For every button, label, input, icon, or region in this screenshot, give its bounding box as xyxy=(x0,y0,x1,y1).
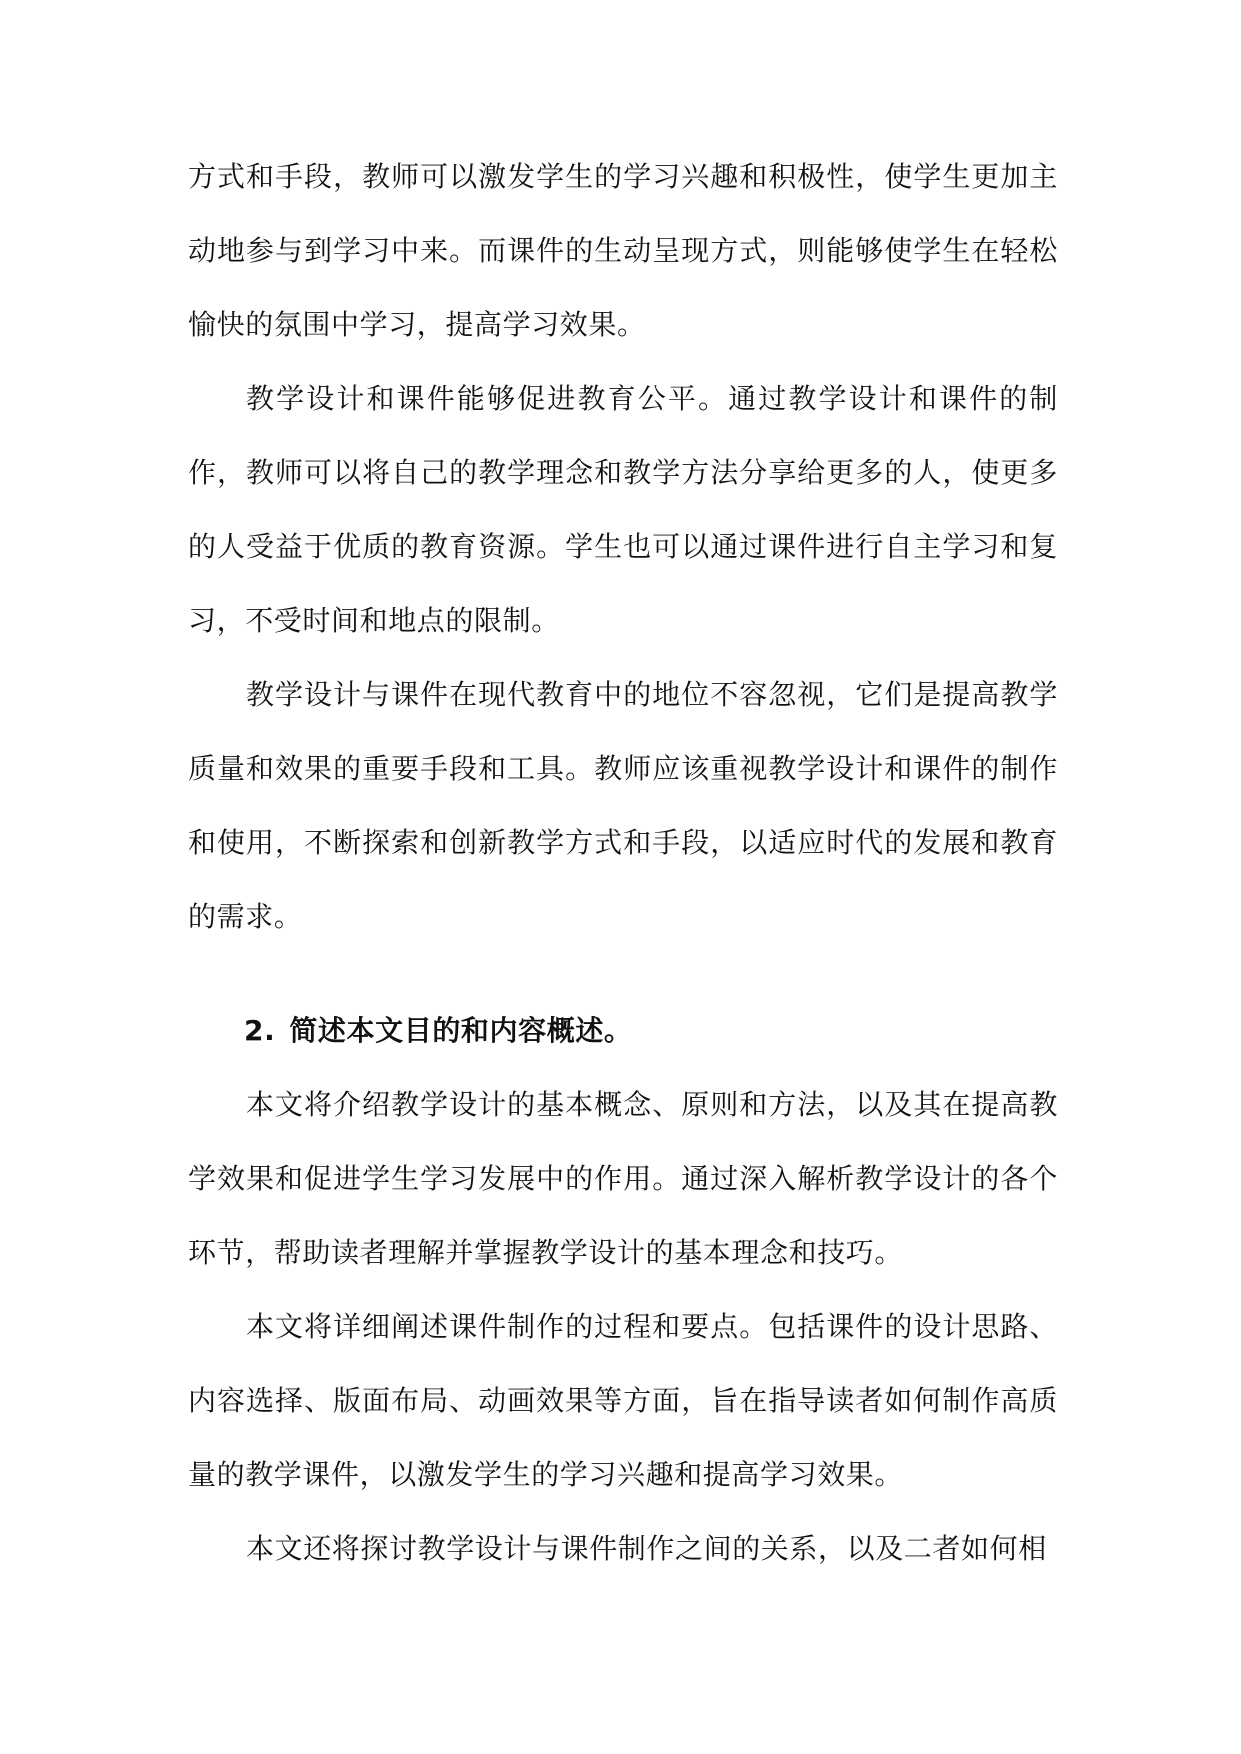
paragraph-education-equity: 教学设计和课件能够促进教育公平。通过教学设计和课件的制作，教师可以将自己的教学理念和教学方法分享给更多的人，使更多的人受益于优质的教育资源。学生也可以通过课件进行自主学习和复习，不受时间和地点的限制。 xyxy=(188,382,1058,637)
paragraph-purpose-courseware: 本文将详细阐述课件制作的过程和要点。包括课件的设计思路、内容选择、版面布局、动画效果等方面，旨在指导读者如何制作高质量的教学课件，以激发学生的学习兴趣和提高学习效果。 xyxy=(188,1310,1058,1491)
paragraph-continuation: 方式和手段，教师可以激发学生的学习兴趣和积极性，使学生更加主动地参与到学习中来。而课件的生动呈现方式，则能够使学生在轻松愉快的氛围中学习，提高学习效果。 xyxy=(188,160,1058,341)
section-heading xyxy=(188,994,1058,1068)
paragraph-importance: 教学设计与课件在现代教育中的地位不容忽视，它们是提高教学质量和效果的重要手段和工具。教师应该重视教学设计和课件的制作和使用，不断探索和创新教学方式和手段，以适应时代的发展和教育的需求。 xyxy=(188,678,1058,933)
section-title: 简述本文目的和内容概述。 xyxy=(289,1014,633,1047)
paragraph-purpose-design: 本文将介绍教学设计的基本概念、原则和方法，以及其在提高教学效果和促进学生学习发展中的作用。通过深入解析教学设计的各个环节，帮助读者理解并掌握教学设计的基本理念和技巧。 xyxy=(188,1088,1058,1269)
paragraph-purpose-relationship: 本文还将探讨教学设计与课件制作之间的关系，以及二者如何相 xyxy=(246,1532,1047,1565)
document-body xyxy=(188,140,1058,1586)
section-number: 2. xyxy=(244,1014,276,1047)
